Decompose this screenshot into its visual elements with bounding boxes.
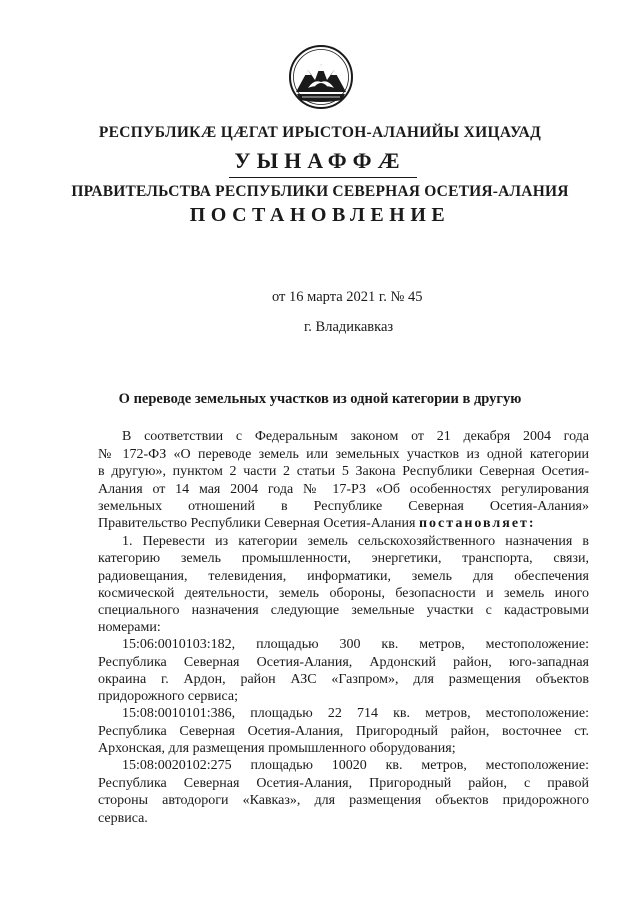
ossetian-decree-heading: УЫНАФФӔ — [234, 148, 406, 173]
government-name: Правительство Республики Северная Осетия-Алания — [98, 516, 416, 531]
body-line-resolution — [98, 515, 589, 532]
body-line: Республика Северная Осетия-Алания, Ардонский район, юго-западная — [98, 655, 589, 670]
body-line: Алания от 14 мая 2004 года № 17-РЗ «Об особенностях регулирования — [98, 482, 589, 497]
document-title: О переводе земельных участков из одной категории в другую — [118, 391, 522, 407]
body-line: в другую», пунктом 2 части 2 статьи 5 Закона Республики Северная Осетия- — [98, 464, 589, 479]
body-line: сервиса. — [98, 811, 148, 826]
body-line: 15:08:0010101:386, площадью 22 714 кв. метров, местоположение: — [122, 706, 589, 721]
body-line: окраина г. Ардон, район АЗС «Газпром», для размещения объектов — [98, 672, 589, 687]
body-line: № 172-ФЗ «О переводе земель или земельных участков из одной категории — [98, 447, 589, 462]
date-and-number: от 16 марта 2021 г. № 45 — [272, 289, 423, 305]
body-line: 15:08:0020102:275 площадью 10020 кв. метров, местоположение: — [122, 758, 589, 773]
body-line: космической деятельности, земель обороны, безопасности и земель иного — [98, 586, 589, 601]
body-line: В соответствии с Федеральным законом от 21 декабря 2004 года — [122, 429, 589, 444]
russian-decree-heading: ПОСТАНОВЛЕНИЕ — [189, 204, 451, 226]
body-line: специального назначения следующие земельные участки с кадастровыми — [98, 603, 589, 618]
body-line: стороны автодороги «Кавказ», для размещения объектов придорожного — [98, 793, 589, 808]
city-name: г. Владикавказ — [304, 319, 394, 335]
body-line: Республика Северная Осетия-Алания, Пригородный район, восточнее ст. — [98, 724, 589, 739]
body-line: категорию земель промышленности, энергетики, транспорта, связи, — [98, 551, 589, 566]
body-line: земельных отношений в Республике Северная Осетия-Алания» — [98, 499, 589, 514]
body-line: Республика Северная Осетия-Алания, Пригородный район, с правой — [98, 776, 589, 791]
body-line: Архонская, для размещения промышленного оборудования; — [98, 741, 456, 756]
body-line: придорожного сервиса; — [98, 689, 239, 704]
coat-of-arms-emblem — [288, 42, 354, 112]
ossetian-republic-heading: РЕСПУБЛИКӔ ЦӔГАТ ИРЫСТОН-АЛАНИЙЫ ХИЦАУАД — [98, 124, 542, 141]
body-line: 15:06:0010103:182, площадью 300 кв. метров, местоположение: — [122, 637, 589, 652]
header-divider — [229, 177, 417, 178]
russian-government-heading: ПРАВИТЕЛЬСТВА РЕСПУБЛИКИ СЕВЕРНАЯ ОСЕТИЯ-АЛАНИЯ — [71, 183, 569, 200]
body-line: номерами: — [98, 620, 161, 635]
body-line: радиовещания, телевидения, информатики, земель для обеспечения — [98, 569, 589, 584]
body-line: 1. Перевести из категории земель сельскохозяйственного назначения в — [122, 534, 589, 549]
resolves-word: постановляет: — [418, 516, 536, 531]
